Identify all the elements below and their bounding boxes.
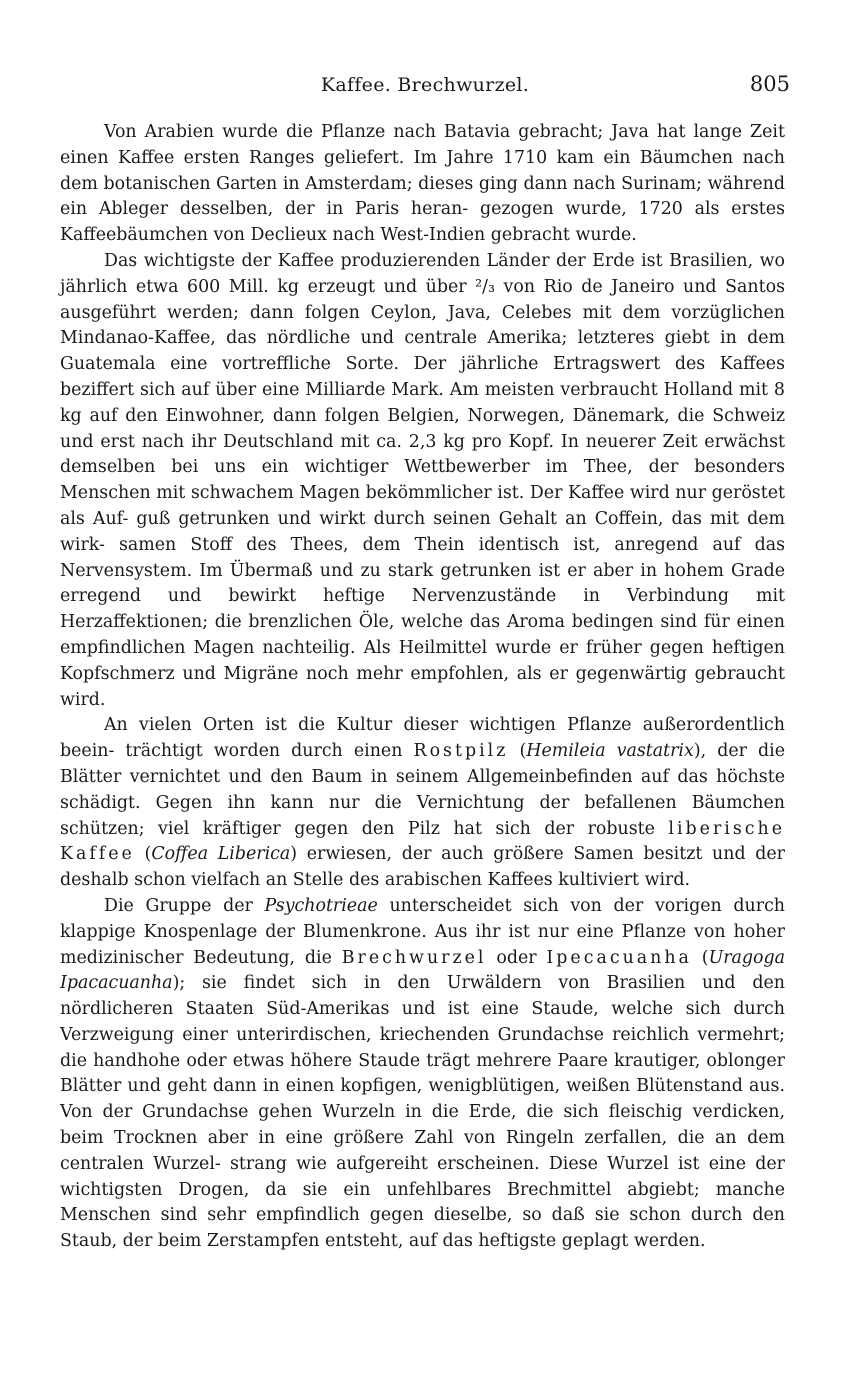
spaced-term-ipecacuanha: Ipecacuanha bbox=[546, 947, 692, 968]
text-segment: ); sie findet sich in den Urwäldern von Brasilien und den nördlicheren Staaten Süd-Amerikas und ist eine Staude, welche sich durch Verzweigung einer unterirdischen, kriechenden Grundachse reichlich vermehrt; die handhohe oder etwas höhere Staude trägt mehrere Paare krautiger, oblonger Blätter und geht dann in einen kopfigen, wenigblütigen, weißen Blütenstand aus. Von der Grundachse gehen Wurzeln in die Erde, die sich fleischig verdicken, beim Trocknen aber in eine größere Zahl von Ringeln zerfallen, die an dem centralen Wurzel- strang wie aufgereiht erscheinen. Diese Wurzel ist eine der wichtigsten Drogen, da sie ein unfehlbares Brechmittel abgiebt; manche Menschen sind sehr empfindlich gegen dieselbe, so daß sie schon durch den Staub, der beim Zerstampfen entsteht, auf das heftigste geplagt werden. bbox=[60, 973, 785, 1252]
main-text bbox=[60, 120, 785, 1255]
text-segment: Die Gruppe der bbox=[104, 895, 253, 916]
text-segment: ( bbox=[519, 741, 527, 762]
text-segment: ( bbox=[144, 844, 152, 865]
running-title: Kaffee. Brechwurzel. bbox=[320, 74, 530, 96]
spaced-term-liberian-coffee: liberische Kaffee bbox=[60, 818, 785, 865]
text-segment: An vielen Orten ist die Kultur dieser wichtigen Pflanze außerordentlich beein- trächtigt worden durch einen bbox=[60, 715, 785, 762]
latin-name-psychotrieae: Psychotrieae bbox=[264, 895, 378, 916]
running-header bbox=[0, 70, 850, 104]
page-number: 805 bbox=[749, 72, 790, 96]
text-segment: ( bbox=[701, 947, 709, 968]
latin-name-coffea-liberica: Coffea Liberica bbox=[151, 844, 291, 865]
paragraph-rust-fungus bbox=[60, 713, 785, 894]
paragraph-coffee-countries: Das wichtigste der Kaffee produzierenden Länder der Erde ist Brasilien, wo jährlich etwa 600 Mill. kg erzeugt und über ²/₃ von Rio de Janeiro und Santos ausgeführt werden; dann folgen Ceylon, Java, Celebes mit dem vorzüglichen Mindanao-Kaffee, das nördliche und centrale Amerika; letzteres giebt in dem Guatemala eine vortreffliche Sorte. Der jährliche Ertragswert des Kaffees beziffert sich auf über eine Milliarde Mark. Am meisten verbraucht Holland mit 8 kg auf den Einwohner, dann folgen Belgien, Norwegen, Dänemark, die Schweiz und erst nach ihr Deutschland mit ca. 2,3 kg pro Kopf. In neuerer Zeit erwächst demselben bei uns ein wichtiger Wettbewerber im Thee, der besonders Menschen mit schwachem Magen bekömmlicher ist. Der Kaffee wird nur geröstet als Auf- guß getrunken und wirkt durch seinen Gehalt an Coffein, das mit dem wirk- samen Stoff des Thees, dem Thein identisch ist, anregend auf das Nervensystem. Im Übermaß und zu stark getrunken ist er aber in hohem Grade erregend und bewirkt heftige Nervenzustände in Verbindung mit Herzaffektionen; die brenzlichen Öle, welche das Aroma bedingen sind für einen empfindlichen Magen nachteilig. Als Heilmittel wurde er früher gegen heftigen Kopfschmerz und Migräne noch mehr empfohlen, als er gegenwärtig gebraucht wird. bbox=[60, 250, 785, 710]
text-segment: unterscheidet sich von der vorigen durch klappige Knospenlage der Blumenkrone. Aus ihr ist nur eine Pflanze von hoher medizinischer Bedeutung, die bbox=[60, 895, 786, 968]
text-segment: ) erwiesen, der auch größere Samen besitzt und der deshalb schon vielfach an Stelle des arabischen Kaffees kultiviert wird. bbox=[60, 844, 785, 891]
spaced-term-rostpilz: Rostpilz bbox=[413, 741, 509, 762]
spaced-term-brechwurzel: Brechwurzel bbox=[341, 947, 487, 968]
paragraph-psychotrieae bbox=[60, 894, 785, 1255]
latin-name-uragoga: Uragoga Ipacacuanha bbox=[60, 947, 786, 994]
text-segment: ), der die Blätter vernichtet und den Baum in seinem Allgemeinbefinden auf das höchste schädigt. Gegen ihn kann nur die Vernichtung der befallenen Bäumchen schützen; viel kräftiger gegen den Pilz hat sich der robuste bbox=[60, 741, 786, 839]
latin-name-hemileia: Hemileia vastatrix bbox=[526, 741, 694, 762]
text-segment: oder bbox=[496, 947, 537, 968]
paragraph-arabia-batavia: Von Arabien wurde die Pflanze nach Batavia gebracht; Java hat lange Zeit einen Kaffee ersten Ranges geliefert. Im Jahre 1710 kam ein Bäumchen nach dem botanischen Garten in Amsterdam; dieses ging dann nach Surinam; während ein Ableger desselben, der in Paris heran- gezogen wurde, 1720 als erstes Kaffeebäumchen von Declieux nach West-Indien gebracht wurde. bbox=[60, 122, 785, 246]
